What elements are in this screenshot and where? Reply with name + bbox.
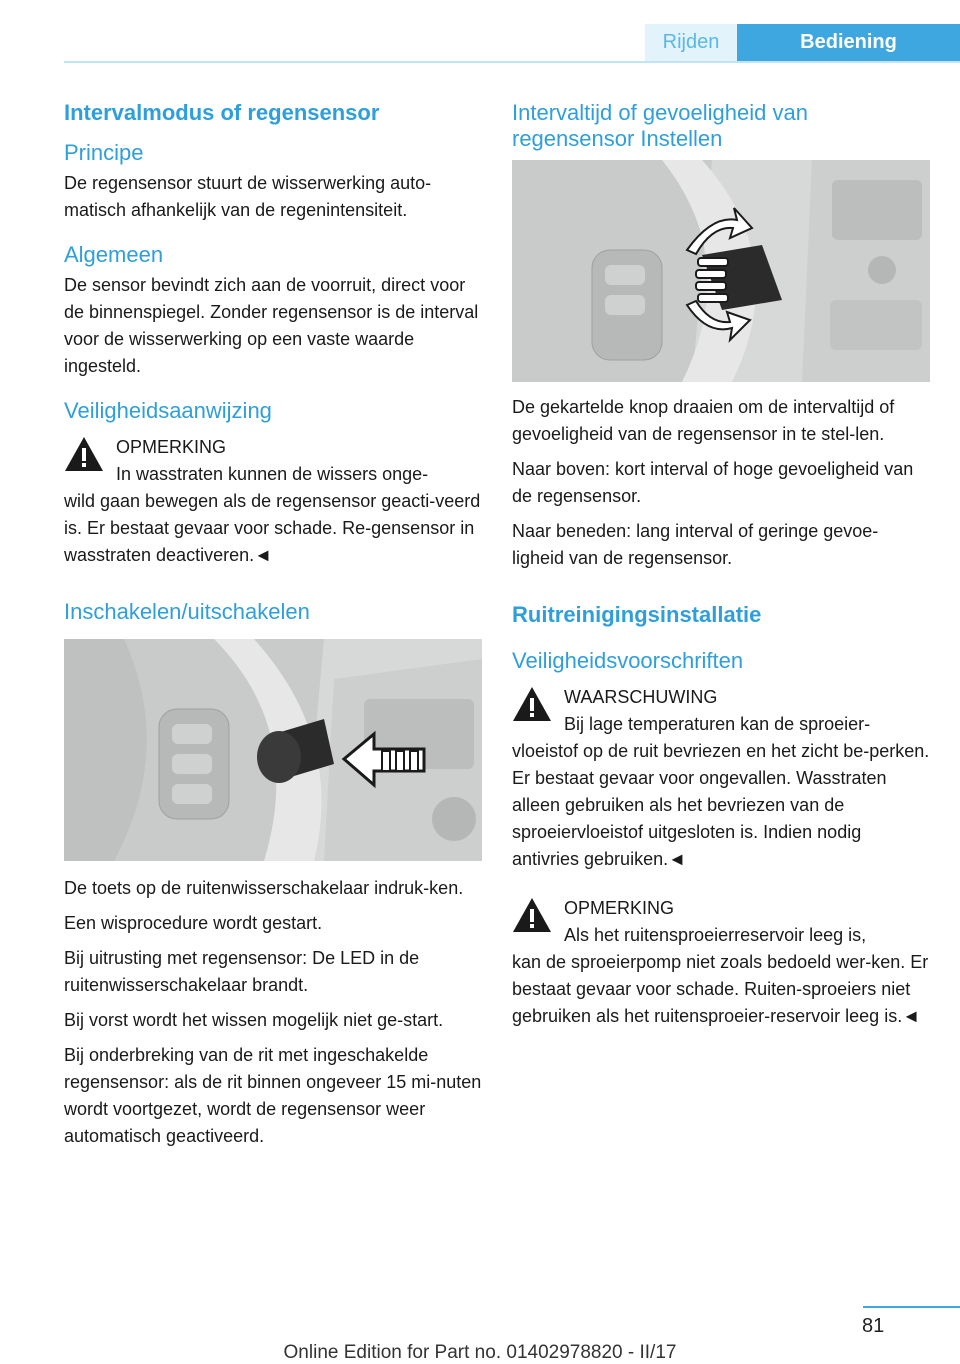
heading-veiligheidsaanwijzing: Veiligheidsaanwijzing [64, 398, 272, 423]
note-title: OPMERKING [116, 437, 227, 457]
note-text-rest: kan de sproeierpomp niet zoals bedoeld wer‐ken. Er bestaat gevaar voor schade. Ruiten‐sproeiers niet gebruiken als het ruitensproeier‐reservoir leeg is.◄ [512, 952, 929, 1026]
warning-text-first: Bij lage temperaturen kan de sproeier‐ [564, 714, 871, 734]
header-rule [64, 61, 960, 63]
inschakelen-text-4: Bij vorst wordt het wissen mogelijk niet ge‐start. [64, 1010, 444, 1030]
note-title: OPMERKING [564, 898, 675, 918]
note-text-first: Als het ruitensproeierreservoir leeg is, [564, 925, 867, 945]
warning-text-rest: vloeistof op de ruit bevriezen en het zicht be‐perken. Er bestaat gevaar voor ongevallen. Wasstraten alleen gebruiken als het bevriezen van de sproeiervloeistof uitgesloten is. Indien nodig antivries gebruiken.◄ [512, 741, 930, 869]
note-text-first: In wasstraten kunnen de wissers onge‐ [116, 464, 429, 484]
footer-edition: Online Edition for Part no. 01402978820 - II/17 [283, 1342, 677, 1363]
inschakelen-text-1: De toets op de ruitenwisserschakelaar indruk‐ken. [64, 878, 464, 898]
section-title-intervaltijd: Intervaltijd of gevoeligheid van regensensor Instellen [512, 100, 808, 151]
page-number: 81 [862, 1315, 885, 1337]
warning-title: WAARSCHUWING [564, 687, 718, 707]
warning-bevriezen [512, 684, 930, 873]
heading-ruitreiniging: Ruitreinigingsinstallatie [512, 602, 762, 627]
tab-rijden[interactable]: Rijden [645, 24, 737, 61]
footer-rule [863, 1306, 960, 1308]
warning-icon [512, 686, 552, 722]
tab-bediening[interactable]: Bediening [737, 24, 960, 61]
intervaltijd-text-2: Naar boven: kort interval of hoge gevoeligheid van de regensensor. [512, 459, 914, 506]
heading-algemeen: Algemeen [64, 242, 164, 267]
heading-inschakelen: Inschakelen/uitschakelen [64, 599, 310, 624]
left-column [64, 100, 482, 1158]
note-wasstraten [64, 434, 482, 569]
inschakelen-text-5: Bij onderbreking van de rit met ingeschakelde regensensor: als de rit binnen ongeveer 15 mi‐nuten wordt voortgezet, wordt de regensensor weer automatisch geactiveerd. [64, 1045, 482, 1146]
note-reservoir [512, 895, 930, 1030]
algemeen-text: De sensor bevindt zich aan de voorruit, direct voor de binnenspiegel. Zonder regensensor is de interval voor de wisserwerking op een vaste waarde ingesteld. [64, 275, 479, 376]
inschakelen-text-3: Bij uitrusting met regensensor: De LED in de ruitenwisserschakelaar brandt. [64, 948, 420, 995]
principe-text: De regensensor stuurt de wisserwerking auto‐matisch afhankelijk van de regenintensiteit. [64, 173, 432, 220]
heading-principe: Principe [64, 140, 144, 165]
inschakelen-text-2: Een wisprocedure wordt gestart. [64, 913, 323, 933]
intervaltijd-text-3: Naar beneden: lang interval of geringe gevoe‐ligheid van de regensensor. [512, 521, 879, 568]
wiper-knob-rotate-image [512, 160, 930, 382]
intervaltijd-text-1: De gekartelde knop draaien om de intervaltijd of gevoeligheid van de regensensor in te stel‐len. [512, 397, 895, 444]
wiper-switch-push-image [64, 639, 482, 861]
warning-icon [512, 897, 552, 933]
warning-icon [64, 436, 104, 472]
section-title-interval: Intervalmodus of regensensor [64, 100, 380, 125]
heading-veiligheidsvoorschriften: Veiligheidsvoorschriften [512, 648, 744, 673]
right-column [512, 100, 930, 1038]
note-text-rest: wild gaan bewegen als de regensensor geacti‐veerd is. Er bestaat gevaar voor schade. Re‐gensensor in wasstraten deactiveren.◄ [64, 491, 481, 565]
